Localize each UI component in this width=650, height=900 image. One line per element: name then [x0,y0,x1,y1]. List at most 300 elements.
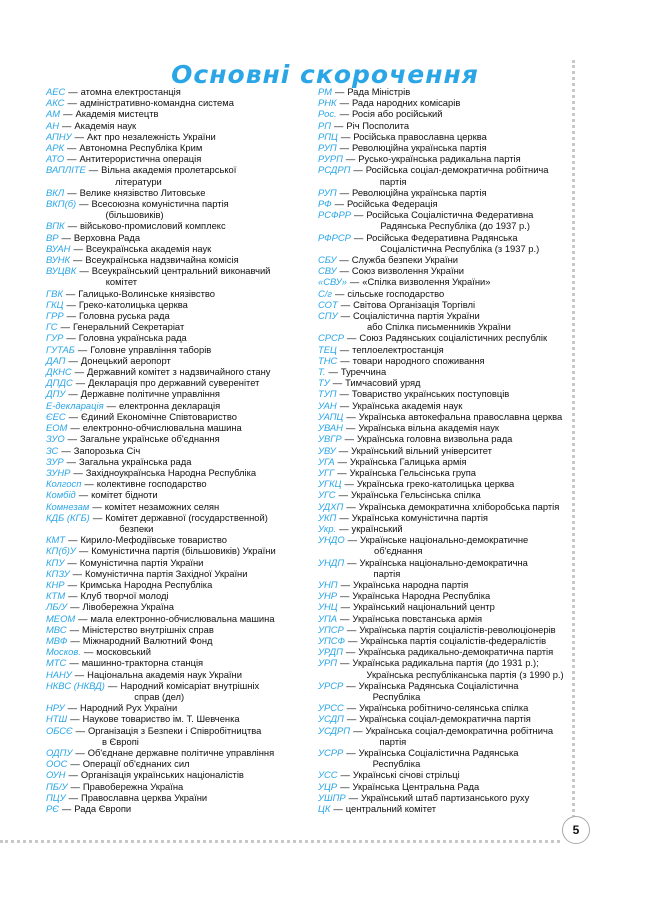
abbreviation-definition [97,478,207,489]
definition-line: Рада Міністрів [347,86,411,97]
dash-separator: — [67,142,77,154]
dash-separator: — [67,578,77,590]
abbreviation-entry [318,747,588,769]
abbreviation-entry [46,355,308,366]
abbreviation-term: РУРП [318,153,343,165]
abbreviation-definition [366,164,549,186]
abbreviation-entry [46,422,308,433]
abbreviation-definition [81,769,244,780]
definition-line: Товариство українських поступовців [351,388,510,400]
abbreviation-definition [80,220,226,231]
dash-separator: — [107,679,118,691]
abbreviation-term: УДХП [318,500,344,512]
definition-line: Українська Радянська Соціалістична [358,679,519,691]
abbreviation-entry [318,276,588,287]
abbreviation-entry [318,187,588,198]
abbreviation-definition [83,601,174,612]
abbreviation-entry [46,702,308,713]
abbreviation-term: ВПК [46,220,65,232]
abbreviation-term: МТС [46,657,67,669]
definition-line: партія [379,735,407,747]
dash-separator: — [67,220,77,232]
definition-line: Головна українська рада [78,332,187,344]
abbreviation-term: УШПР [318,791,346,803]
definition-line: Українська радикально-демократична партія [358,646,554,658]
definition-line: Українська греко-католицька церква [356,478,515,490]
abbreviation-entry [46,243,308,254]
abbreviation-term: ЛБ/У [46,601,68,613]
abbreviation-term: РНК [318,97,337,109]
abbreviation-term: УСДП [318,713,344,725]
abbreviation-definition [82,624,214,635]
definition-line: Правобережна Україна [82,780,184,792]
abbreviation-definition [86,467,256,478]
dash-separator: — [68,86,78,97]
abbreviation-entry [318,557,588,579]
abbreviation-entry [46,142,308,153]
dash-separator: — [340,310,350,322]
definition-line: Російська православна церква [353,130,487,142]
abbreviation-entry [318,355,588,366]
abbreviation-term: ЗУО [46,433,65,445]
definition-line: Республіка [372,690,421,702]
abbreviation-definition [79,142,202,153]
abbreviation-term: УРСР [318,679,344,691]
abbreviation-term: ТУП [318,388,337,400]
definition-line: московський [96,646,152,658]
abbreviation-term: УНР [318,590,338,602]
abbreviation-entry [46,747,308,758]
abbreviation-term: ГВК [46,287,63,299]
definition-line: Українська Гельсінська спілка [350,489,481,501]
abbreviation-entry [46,467,308,478]
abbreviation-term: ЕОМ [46,422,68,434]
definition-line: справ (дел) [134,690,185,702]
abbreviation-definition [88,725,261,747]
dash-separator: — [349,276,360,288]
abbreviation-definition [360,635,546,646]
dash-separator: — [334,198,344,210]
abbreviation-entry [318,501,588,512]
dash-separator: — [62,119,72,131]
definition-line: Тимчасовий уряд [345,377,421,389]
abbreviation-entry [318,388,588,399]
abbreviations-right-column [318,86,588,814]
definition-line: комітет незаможних селян [104,500,220,512]
definition-line: Всеукраїнська академія наук [85,242,212,254]
dash-separator: — [353,164,363,176]
definition-line: Туреччина [340,366,387,378]
abbreviation-term: СБУ [318,254,337,266]
dash-separator: — [70,758,80,770]
abbreviation-entry [318,635,588,646]
definition-line: Республіка [372,758,421,770]
definition-line: Комуністична партія України [79,556,204,568]
abbreviation-definition [341,366,386,377]
abbreviation-definition [352,657,563,679]
dash-separator: — [66,310,76,322]
abbreviation-entry [318,377,588,388]
abbreviation-term: ВУНК [46,254,71,266]
abbreviation-definition [359,713,531,724]
definition-line: Росія або російський [352,108,443,120]
dash-separator: — [340,354,350,366]
abbreviation-term: УПСР [318,623,344,635]
definition-line: Народний комісаріат внутрішніх [120,679,260,691]
abbreviation-entry [318,478,588,489]
definition-line: Російська Федеративна Радянська [366,231,518,243]
definition-line: Велике князівство Литовське [79,186,206,198]
dash-separator: — [339,108,350,120]
abbreviation-entry [318,713,588,724]
abbreviation-term: ГУР [46,332,64,344]
dash-separator: — [334,119,344,131]
definition-line: Українська Галицька армія [350,455,467,467]
definition-line: Соціалістична Республіка (з 1937 р.) [380,242,540,254]
abbreviation-term: РСДРП [318,164,351,176]
abbreviation-entry [46,366,308,377]
abbreviation-entry [46,613,308,624]
abbreviation-term: Укр. [318,522,337,534]
definition-line: мала електронно-обчислювальна машина [90,612,275,624]
abbreviation-entry [46,534,308,545]
dash-separator: — [335,287,345,299]
abbreviation-entry [46,769,308,780]
abbreviation-term: УРДП [318,646,343,658]
definition-line: військово-промисловий комплекс [79,220,226,232]
dash-separator: — [67,153,77,165]
abbreviation-definition [96,646,151,657]
definition-line: Всеукраїнський центральний виконавчий [91,265,271,277]
abbreviation-definition [352,108,443,119]
abbreviation-entry [318,209,588,231]
dash-separator: — [73,242,83,254]
definition-line: Рада народних комісарів [351,97,461,109]
dash-separator: — [353,724,363,736]
definition-line: Міністерство внутрішніх справ [82,623,214,635]
abbreviation-term: ОУН [46,769,66,781]
dash-separator: — [68,388,78,400]
abbreviation-entry [318,288,588,299]
dash-separator: — [70,634,80,646]
definition-line: Організація з Безпеки і Співробітництва [87,724,262,736]
abbreviation-term: АМ [46,108,61,120]
dash-separator: — [339,142,349,154]
dash-separator: — [68,590,78,602]
abbreviation-entry [46,198,308,220]
abbreviation-term: НТШ [46,713,68,725]
abbreviation-entry [46,310,308,321]
dash-separator: — [75,377,86,389]
definition-line: Православна церква України [80,791,208,803]
definition-line: Запорозька Січ [73,444,141,456]
definition-line: Українська автокефальна православна церква [358,410,563,422]
definition-line: Українська вільна академія наук [358,422,500,434]
dash-separator: — [353,209,364,221]
dash-separator: — [68,769,78,781]
dotted-border-right [572,60,575,830]
dash-separator: — [348,634,358,646]
abbreviation-entry [318,769,588,780]
definition-line: атомна електростанція [80,86,181,97]
dash-separator: — [68,791,78,803]
abbreviation-term: УВГР [318,433,342,445]
abbreviation-term: АРК [46,142,65,154]
definition-line: комітет [105,276,138,288]
abbreviation-definition [81,411,237,422]
abbreviation-term: СОТ [318,298,338,310]
abbreviation-term: ЄЕС [46,410,66,422]
abbreviation-definition [75,108,158,119]
definition-line: Українська партія соціалістів-федералістів [360,634,547,646]
abbreviation-definition [360,534,528,556]
abbreviation-entry [46,120,308,131]
dash-separator: — [78,545,89,557]
abbreviation-term: УКП [318,511,337,523]
dash-separator: — [92,511,103,523]
definition-line: комітет бідноти [91,489,158,501]
definition-line: Українська партія соціалістів-революціонерів [359,623,556,635]
abbreviation-entry [46,713,308,724]
dash-separator: — [68,534,78,546]
definition-line: машинно-тракторна станція [81,657,204,669]
definition-line: Українська Центральна Рада [352,780,480,792]
abbreviation-term: Комнезам [46,500,90,512]
abbreviation-definition [91,198,228,220]
abbreviation-term: ДПДС [46,377,73,389]
abbreviation-definition [353,579,468,590]
abbreviation-entry [46,265,308,287]
abbreviation-definition [87,131,216,142]
abbreviation-term: МВС [46,623,67,635]
definition-line: партія [373,567,401,579]
abbreviation-term: КПЗУ [46,567,70,579]
dash-separator: — [345,153,356,165]
abbreviation-definition [358,646,553,657]
abbreviation-definition [80,534,227,545]
abbreviation-definition [351,489,481,500]
abbreviation-entry [318,344,588,355]
abbreviation-entry [46,388,308,399]
abbreviation-term: Москов. [46,646,81,658]
definition-line: (більшовиків) [105,209,164,221]
dash-separator: — [74,366,85,378]
abbreviation-definition [80,702,177,713]
abbreviation-term: МЕОМ [46,612,76,624]
abbreviation-entry [46,456,308,467]
abbreviation-definition [352,590,490,601]
dash-separator: — [67,97,77,109]
dash-separator: — [339,399,350,411]
definition-line: Академія мистецтв [75,108,159,120]
abbreviation-term: АПНУ [46,130,72,142]
abbreviation-term: ГКЦ [46,298,64,310]
definition-line: Загальна українська рада [78,455,192,467]
abbreviation-term: ГС [46,321,58,333]
abbreviation-definition [358,422,499,433]
abbreviation-term: ВУЦВК [46,265,77,277]
abbreviation-term: КП(б)У [46,545,76,557]
dash-separator: — [347,534,358,546]
dash-separator: — [353,231,364,243]
abbreviation-term: РСФРР [318,209,351,221]
abbreviation-entry [46,781,308,792]
dash-separator: — [346,623,357,635]
abbreviation-term: ГУТАБ [46,343,75,355]
abbreviation-definition [80,433,220,444]
abbreviation-term: ВКЛ [46,186,65,198]
abbreviation-term: КДБ (КГБ) [46,511,90,523]
abbreviation-definition [105,501,219,512]
abbreviation-definition [358,153,520,164]
dash-separator: — [333,803,343,814]
definition-line: Українські січові стрільці [352,769,460,781]
definition-line: Український штаб партизанського руху [361,791,530,803]
dash-separator: — [60,321,70,333]
dash-separator: — [339,522,349,534]
abbreviation-definition [347,198,438,209]
abbreviation-term: КПУ [46,556,65,568]
abbreviation-term: УСС [318,769,338,781]
dash-separator: — [69,623,80,635]
abbreviation-term: ЦК [318,803,331,814]
definition-line: Соціалістична партія України [352,310,480,322]
abbreviation-definition [347,288,444,299]
dash-separator: — [339,343,350,355]
abbreviation-definition [352,142,487,153]
dash-separator: — [340,769,350,781]
abbreviation-term: УНДП [318,556,345,568]
abbreviation-term: УГГ [318,466,335,478]
dash-separator: — [92,500,102,512]
abbreviation-entry [318,613,588,624]
definition-line: Комітет державної (государственной) [105,511,268,523]
dash-separator: — [73,466,83,478]
abbreviation-definition [79,332,187,343]
definition-line: Головне управління таборів [90,343,212,355]
dash-separator: — [339,97,349,109]
abbreviation-entry [318,299,588,310]
abbreviation-term: Комбід [46,489,76,501]
dash-separator: — [66,455,76,467]
definition-line: адміністративно-командна система [79,97,234,109]
dash-separator: — [70,713,80,725]
definition-line: Українська повстанська армія [352,612,483,624]
abbreviation-entry [46,232,308,243]
abbreviation-entry [318,467,588,478]
abbreviation-entry [46,411,308,422]
abbreviation-definition [350,456,466,467]
dash-separator: — [346,410,356,422]
abbreviation-term: КТМ [46,590,66,602]
abbreviation-definition [352,187,487,198]
abbreviation-definition [80,187,206,198]
definition-line: Українська демократична хліборобська партія [358,500,560,512]
dash-separator: — [340,298,351,310]
abbreviation-entry [46,803,308,814]
abbreviation-entry [46,153,308,164]
abbreviation-term: ОБСЄ [46,724,73,736]
abbreviation-term: УНДО [318,534,345,546]
definition-line: Українська національно-демократична [359,556,528,568]
dash-separator: — [345,646,356,658]
abbreviation-definition [101,164,236,186]
abbreviation-definition [353,131,487,142]
dash-separator: — [338,489,348,501]
abbreviation-entry [318,131,588,142]
definition-line: Українська соціал-демократична робітнича [365,724,554,736]
abbreviation-term: УНП [318,578,338,590]
definition-line: Академія наук [74,119,137,131]
dash-separator: — [78,612,88,624]
abbreviation-term: УВАН [318,422,343,434]
definition-line: Всесоюзна комуністична партія [91,198,229,210]
abbreviation-entry [318,108,588,119]
dash-separator: — [67,702,77,714]
abbreviation-definition [92,265,271,287]
abbreviation-definition [359,624,555,635]
abbreviation-term: «СВУ» [318,276,347,288]
definition-line: товари народного споживання [352,354,485,366]
definition-line: Лівобережна Україна [82,601,174,613]
abbreviation-definition [83,758,190,769]
definition-line: Радянська Республіка (до 1937 р.) [380,220,530,232]
abbreviation-definition [85,254,238,265]
abbreviation-definition [79,299,188,310]
abbreviation-entry [46,680,308,702]
definition-line: Українська Соціалістична Радянська [358,746,519,758]
abbreviation-entry [46,108,308,119]
dash-separator: — [78,489,89,501]
definition-line: Світова Організація Торгівлі [353,298,476,310]
dash-separator: — [340,578,350,590]
abbreviation-entry [46,86,308,97]
abbreviation-definition [81,792,207,803]
abbreviation-entry [46,377,308,388]
definition-line: Народний Рух України [79,702,178,714]
abbreviation-entry [46,254,308,265]
abbreviation-entry [318,153,588,164]
dash-separator: — [346,679,356,691]
definition-line: Союз визволення України [351,265,464,277]
abbreviation-entry [46,579,308,590]
abbreviation-entry [318,310,588,332]
definition-line: Рада Європи [74,803,132,814]
abbreviation-term: УГА [318,455,335,467]
abbreviation-entry [318,456,588,467]
abbreviation-definition [351,445,492,456]
abbreviation-definition [80,557,204,568]
abbreviation-term: Рос. [318,108,337,120]
definition-line: Декларація про державний суверенітет [88,377,260,389]
dash-separator: — [61,231,71,243]
definition-line: Російська Федерація [346,198,438,210]
dash-separator: — [70,422,80,434]
definition-line: Революційна українська партія [352,186,487,198]
dash-separator: — [339,388,349,400]
abbreviation-definition [83,781,183,792]
dotted-border-bottom [0,840,560,843]
abbreviation-definition [352,613,482,624]
abbreviation-definition [81,86,181,97]
definition-line: електронна декларація [118,399,221,411]
abbreviation-definition [352,512,488,523]
abbreviation-entry [46,321,308,332]
abbreviation-term: ДАП [46,354,66,366]
abbreviation-entry [46,97,308,108]
abbreviation-entry [46,792,308,803]
abbreviation-entry [318,624,588,635]
